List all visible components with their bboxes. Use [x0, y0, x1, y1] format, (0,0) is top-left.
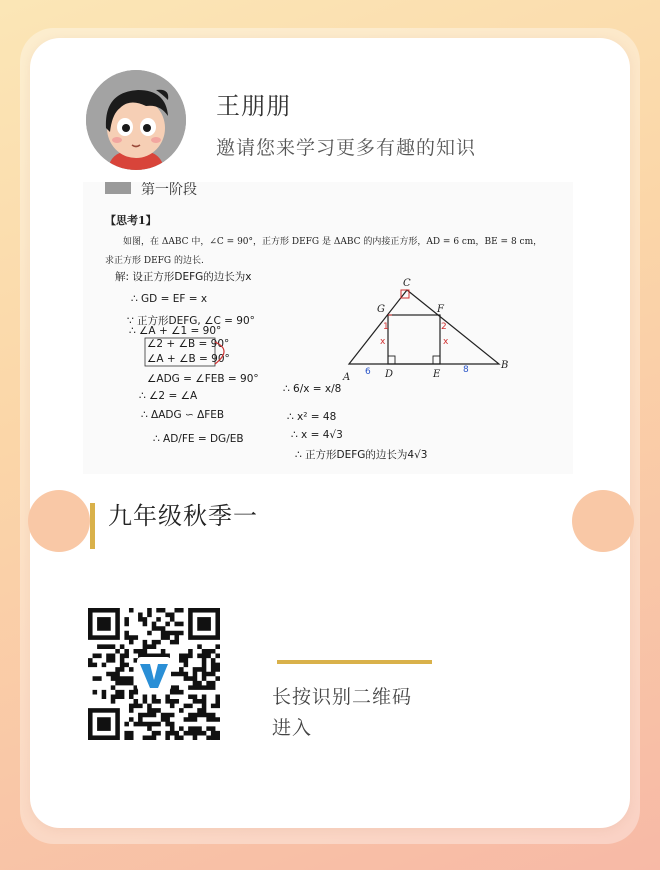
gold-divider [277, 660, 432, 664]
user-name: 王朋朋 [216, 92, 291, 120]
worksheet-image [83, 182, 573, 474]
qr-instruction-line-2: 进入 [272, 717, 313, 739]
qr-finder-pattern [197, 617, 211, 631]
solution-line: ∴ 6/x = x/8 [283, 383, 342, 395]
solution-line: ∴ ∠A + ∠1 = 90° [129, 325, 222, 337]
section-icon [105, 182, 131, 194]
course-accent-bar [90, 503, 95, 549]
angle-label: 1 [383, 322, 389, 332]
solution-line: ∠2 + ∠B = 90° [147, 338, 230, 350]
cartoon-face-icon [86, 70, 186, 170]
solution-line: ∴ 正方形DEFG的边长为4√3 [295, 449, 428, 461]
segment-length-eb: 8 [463, 365, 469, 375]
card-notch-left [28, 490, 90, 552]
figure-label: A [343, 372, 351, 383]
figure-label: G [377, 304, 385, 315]
course-title: 九年级秋季一 [108, 502, 258, 530]
segment-label-gd: x [380, 337, 386, 347]
angle-label: 2 [441, 322, 447, 332]
qr-finder-pattern [97, 717, 111, 731]
problem-label: 【思考1】 [105, 214, 157, 227]
solution-line: ∠ADG = ∠FEB = 90° [147, 373, 259, 385]
solution-line: ∠A + ∠B = 90° [147, 353, 230, 365]
figure-label: D [385, 369, 394, 380]
solution-line: ∵ 正方形DEFG, ∠C = 90° [127, 315, 255, 327]
solution-line: ∴ GD = EF = x [131, 293, 208, 305]
figure-label: F [437, 304, 444, 315]
segment-label-ef: x [443, 337, 449, 347]
solution-line: ∴ AD/FE = DG/EB [153, 433, 244, 445]
qr-instruction-line-1: 长按识别二维码 [272, 686, 413, 708]
solution-line: ∴ ∠2 = ∠A [139, 390, 198, 402]
solution-line: 解: 设正方形DEFG的边长为x [115, 271, 252, 283]
figure-label: E [433, 369, 441, 380]
segment-length-ad: 6 [365, 367, 371, 377]
solution-line: ∴ x = 4√3 [291, 429, 343, 441]
qr-finder-pattern [97, 617, 111, 631]
card-notch-right [572, 490, 634, 552]
figure-label: B [501, 360, 509, 371]
triangle-figure [342, 278, 508, 383]
figure-label: C [403, 278, 411, 289]
problem-line-2: 求正方形 DEFG 的边长. [105, 256, 204, 266]
avatar [86, 70, 186, 170]
qr-code-icon [88, 608, 220, 740]
invite-text: 邀请您来学习更多有趣的知识 [216, 137, 477, 159]
section-heading: 第一阶段 [141, 182, 197, 198]
solution-line: ∴ ΔADG ∽ ΔFEB [141, 409, 225, 421]
qr-code[interactable] [88, 608, 220, 740]
solution-line: ∴ x² = 48 [287, 411, 337, 423]
qr-instruction [272, 682, 412, 744]
worksheet-drawing [83, 182, 573, 474]
problem-line-1: 如图，在 ΔABC 中，∠C = 90°，正方形 DEFG 是 ΔABC 的内接正方形，AD = 6 cm，BE = 8 cm， [123, 237, 543, 247]
